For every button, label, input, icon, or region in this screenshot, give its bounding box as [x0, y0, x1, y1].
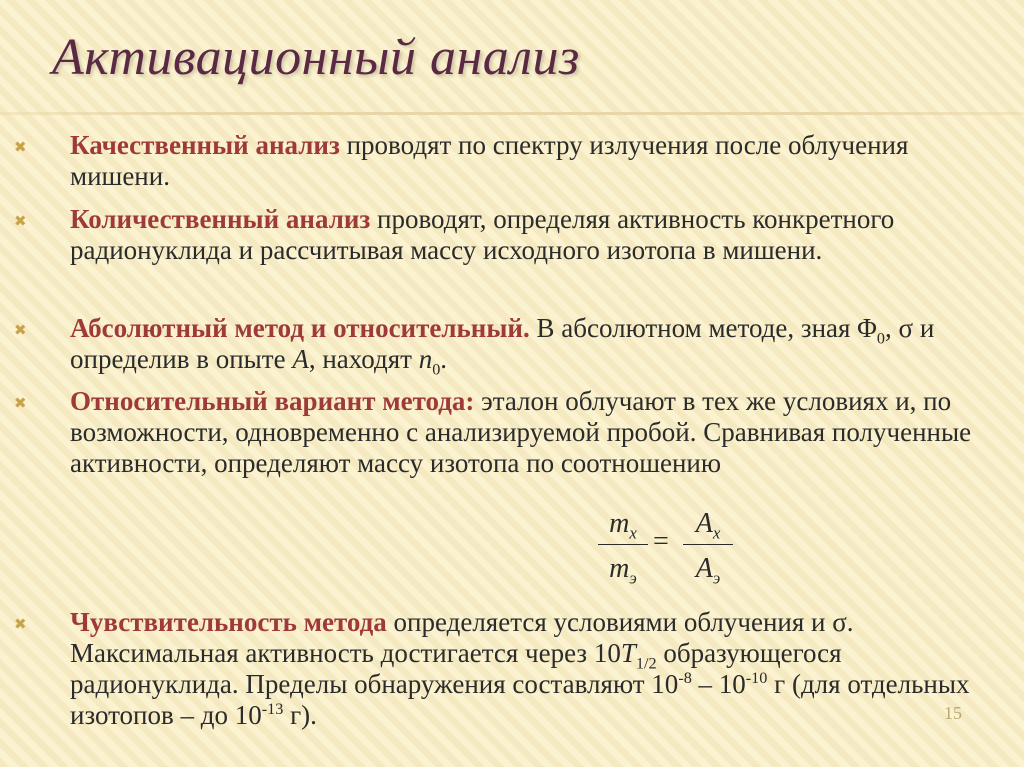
bullet-text: г (для отдельных изотопов – до 10 — [70, 669, 970, 730]
superscript: -13 — [261, 700, 284, 718]
page-number: 15 — [944, 703, 962, 723]
formula-right-fraction — [683, 508, 733, 587]
formula-equals: = — [653, 526, 669, 557]
half-life-symbol: T — [620, 638, 636, 668]
bullet-heading: Относительный вариант метода: — [70, 386, 475, 416]
bullet-marker-icon: ✖ — [14, 394, 27, 412]
bullet-heading: Качественный анализ — [70, 130, 340, 160]
formula-symbol: m — [609, 508, 630, 539]
bullet-marker-icon: ✖ — [14, 615, 27, 633]
bullet-method-sensitivity — [14, 607, 1010, 731]
fraction-bar — [598, 544, 648, 545]
bullet-text: эталон облучают в тех же условиях и, по возможности, одновременно с анализируемой пробой. Сравнивая полученные активности, определяют массу изотопа по соотношению — [70, 386, 972, 478]
bullet-quantitative-analysis — [14, 204, 1010, 266]
activity-symbol: A — [292, 344, 309, 374]
bullet-heading: Количественный анализ — [70, 204, 371, 234]
formula-symbol: A — [695, 508, 713, 539]
bullet-marker-icon: ✖ — [14, 321, 27, 339]
bullet-heading: Абсолютный метод и относительный. — [70, 313, 530, 343]
bullet-heading: Чувствительность метода — [70, 607, 387, 637]
bullet-qualitative-analysis — [14, 130, 1010, 192]
fraction-bar — [683, 544, 733, 545]
bullet-text: проводят, определяя активность конкретного радионуклида и рассчитывая массу исходного изотопа в мишени. — [70, 204, 895, 265]
formula-subscript: x — [629, 523, 637, 543]
bullet-text: , σ и определив в опыте — [70, 313, 935, 374]
formula-subscript: э — [629, 568, 637, 588]
superscript: -8 — [678, 669, 692, 687]
bullet-text: образующегося радионуклида. Пределы обнаружения составляют 10 — [70, 638, 842, 699]
n-symbol: n — [418, 344, 433, 374]
bullet-text: , находят — [308, 344, 419, 374]
formula-symbol: A — [695, 553, 713, 584]
subscript: 1/2 — [635, 654, 657, 673]
bullet-text: г). — [283, 700, 317, 730]
bullet-text: – 10 — [691, 669, 746, 699]
formula-subscript: э — [712, 568, 721, 588]
formula-subscript: x — [712, 523, 721, 543]
bullet-marker-icon: ✖ — [14, 138, 27, 156]
bullet-text: проводят по спектру излучения после облучения мишени. — [70, 130, 909, 191]
formula-symbol: m — [609, 553, 630, 584]
bullet-text: В абсолютном методе, зная Φ — [529, 313, 877, 343]
bullet-text: . — [440, 344, 448, 374]
bullet-relative-method — [14, 386, 1010, 479]
bullet-marker-icon: ✖ — [14, 212, 27, 230]
subscript: 0 — [876, 329, 886, 348]
bullet-absolute-method — [14, 313, 1010, 379]
subscript: 0 — [432, 360, 441, 379]
slide-title: Активационный анализ — [52, 29, 580, 86]
superscript: -10 — [745, 669, 768, 687]
formula-left-fraction — [598, 508, 648, 587]
bullet-text: определяется условиями облучения и σ. Максимальная активность достигается через 10 — [70, 607, 854, 668]
